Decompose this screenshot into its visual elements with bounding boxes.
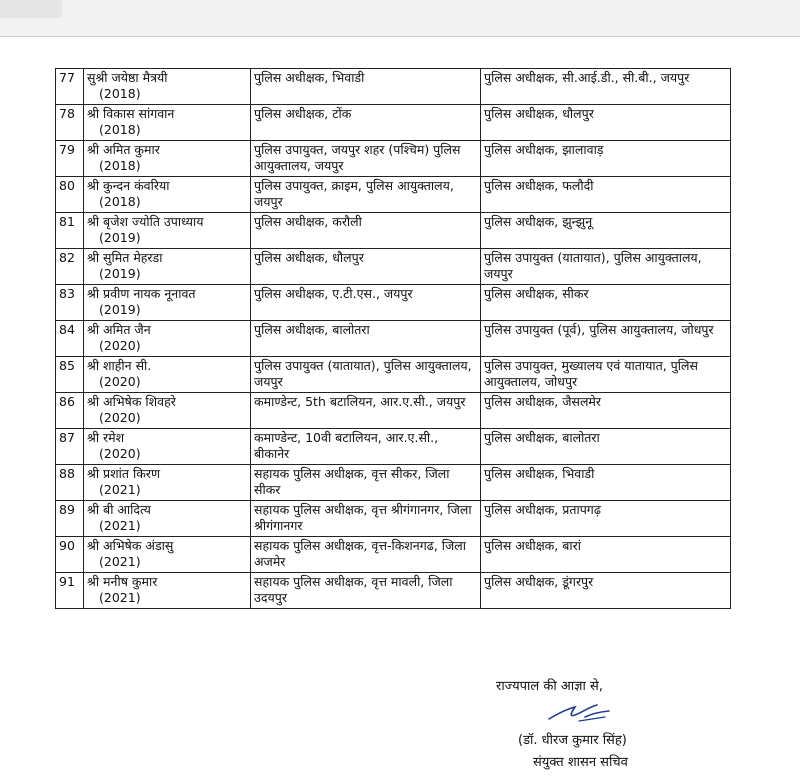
officer-name: श्री शाहीन सी. [87, 358, 152, 373]
new-posting-cell: पुलिस अधीक्षक, झालावाड़ [481, 141, 731, 177]
batch-year: (2018) [99, 158, 141, 173]
table-row [56, 177, 731, 213]
officer-name: श्री अमित कुमार [87, 142, 160, 157]
top-tab [0, 0, 62, 18]
officer-cell [84, 249, 251, 285]
serial-number-cell: 85 [56, 357, 84, 393]
current-posting-cell: सहायक पुलिस अधीक्षक, वृत्त-किशनगढ, जिला अजमेर [251, 537, 481, 573]
officer-name: श्री प्रवीण नायक नूनावत [87, 286, 196, 301]
new-posting-cell: पुलिस उपायुक्त, मुख्यालय एवं यातायात, पुलिस आयुक्तालय, जोधपुर [481, 357, 731, 393]
officer-cell [84, 105, 251, 141]
batch-year: (2020) [99, 374, 141, 389]
officer-cell [84, 69, 251, 105]
officer-cell [84, 357, 251, 393]
new-posting-cell: पुलिस उपायुक्त (पूर्व), पुलिस आयुक्तालय, जोधपुर [481, 321, 731, 357]
table-row [56, 105, 731, 141]
officer-name: श्री बी आदित्य [87, 502, 151, 517]
table-row [56, 69, 731, 105]
officer-cell [84, 465, 251, 501]
officer-cell [84, 573, 251, 609]
current-posting-cell: पुलिस उपायुक्त (यातायात), पुलिस आयुक्तालय, जयपुर [251, 357, 481, 393]
current-posting-cell: पुलिस अधीक्षक, टोंक [251, 105, 481, 141]
serial-number-cell: 87 [56, 429, 84, 465]
new-posting-cell: पुलिस अधीक्षक, प्रतापगढ़ [481, 501, 731, 537]
batch-year: (2019) [99, 302, 141, 317]
new-posting-cell: पुलिस अधीक्षक, भिवाडी [481, 465, 731, 501]
officer-name: श्री प्रशांत किरण [87, 466, 160, 481]
officer-cell [84, 321, 251, 357]
batch-year: (2018) [99, 194, 141, 209]
table-row [56, 141, 731, 177]
batch-year: (2021) [99, 590, 141, 605]
serial-number-cell: 80 [56, 177, 84, 213]
serial-number-cell: 79 [56, 141, 84, 177]
table-row [56, 573, 731, 609]
current-posting-cell: कमाण्डेन्ट, 10वी बटालियन, आर.ए.सी., बीकानेर [251, 429, 481, 465]
table-row [56, 249, 731, 285]
batch-year: (2020) [99, 410, 141, 425]
table-row [56, 393, 731, 429]
officer-name: श्री कुन्दन कंवरिया [87, 178, 170, 193]
batch-year: (2021) [99, 554, 141, 569]
table-row [56, 285, 731, 321]
batch-year: (2019) [99, 266, 141, 281]
order-line: राज्यपाल की आज्ञा से, [496, 679, 603, 694]
officer-cell [84, 501, 251, 537]
officer-name: श्री मनीष कुमार [87, 574, 158, 589]
new-posting-cell: पुलिस अधीक्षक, जैसलमेर [481, 393, 731, 429]
officer-name: सुश्री जयेष्ठा मैत्रयी [87, 70, 168, 85]
table-row [56, 465, 731, 501]
batch-year: (2018) [99, 122, 141, 137]
top-toolbar-strip [0, 0, 800, 37]
current-posting-cell: पुलिस अधीक्षक, भिवाडी [251, 69, 481, 105]
batch-year: (2021) [99, 518, 141, 533]
signature [545, 697, 615, 727]
table-row [56, 321, 731, 357]
officer-cell [84, 141, 251, 177]
serial-number-cell: 89 [56, 501, 84, 537]
new-posting-cell: पुलिस अधीक्षक, बालोतरा [481, 429, 731, 465]
officer-name: श्री अभिषेक शिवहरे [87, 394, 176, 409]
officer-cell [84, 429, 251, 465]
current-posting-cell: कमाण्डेन्ट, 5th बटालियन, आर.ए.सी., जयपुर [251, 393, 481, 429]
officer-cell [84, 285, 251, 321]
officer-name: श्री बृजेश ज्योति उपाध्याय [87, 214, 204, 229]
table-row [56, 429, 731, 465]
serial-number-cell: 83 [56, 285, 84, 321]
new-posting-cell: पुलिस अधीक्षक, झुन्झुनू [481, 213, 731, 249]
officer-name: श्री विकास सांगवान [87, 106, 175, 121]
batch-year: (2020) [99, 446, 141, 461]
current-posting-cell: सहायक पुलिस अधीक्षक, वृत्त मावली, जिला उदयपुर [251, 573, 481, 609]
officer-cell [84, 393, 251, 429]
batch-year: (2021) [99, 482, 141, 497]
current-posting-cell: पुलिस उपायुक्त, क्राइम, पुलिस आयुक्तालय, जयपुर [251, 177, 481, 213]
officer-name: श्री अभिषेक अंडासु [87, 538, 174, 553]
officer-name: श्री सुमित मेहरडा [87, 250, 163, 265]
current-posting-cell: पुलिस उपायुक्त, जयपुर शहर (पश्चिम) पुलिस आयुक्तालय, जयपुर [251, 141, 481, 177]
batch-year: (2018) [99, 86, 141, 101]
officer-name: श्री अमित जैन [87, 322, 151, 337]
table-row [56, 357, 731, 393]
signer-designation: संयुक्त शासन सचिव [533, 755, 628, 770]
new-posting-cell: पुलिस अधीक्षक, सीकर [481, 285, 731, 321]
table-row [56, 537, 731, 573]
new-posting-cell: पुलिस अधीक्षक, फलौदी [481, 177, 731, 213]
table-row [56, 213, 731, 249]
new-posting-cell: पुलिस अधीक्षक, धौलपुर [481, 105, 731, 141]
serial-number-cell: 90 [56, 537, 84, 573]
current-posting-cell: पुलिस अधीक्षक, धौलपुर [251, 249, 481, 285]
officer-cell [84, 537, 251, 573]
serial-number-cell: 84 [56, 321, 84, 357]
signer-name: (डॉ. धीरज कुमार सिंह) [518, 733, 627, 748]
serial-number-cell: 86 [56, 393, 84, 429]
current-posting-cell: पुलिस अधीक्षक, करौली [251, 213, 481, 249]
new-posting-cell: पुलिस अधीक्षक, बारां [481, 537, 731, 573]
batch-year: (2019) [99, 230, 141, 245]
transfer-table [55, 68, 731, 609]
officer-name: श्री रमेश [87, 430, 125, 445]
new-posting-cell: पुलिस उपायुक्त (यातायात), पुलिस आयुक्तालय, जयपुर [481, 249, 731, 285]
serial-number-cell: 78 [56, 105, 84, 141]
officer-cell [84, 213, 251, 249]
current-posting-cell: पुलिस अधीक्षक, बालोतरा [251, 321, 481, 357]
serial-number-cell: 81 [56, 213, 84, 249]
serial-number-cell: 91 [56, 573, 84, 609]
batch-year: (2020) [99, 338, 141, 353]
new-posting-cell: पुलिस अधीक्षक, सी.आई.डी., सी.बी., जयपुर [481, 69, 731, 105]
current-posting-cell: पुलिस अधीक्षक, ए.टी.एस., जयपुर [251, 285, 481, 321]
current-posting-cell: सहायक पुलिस अधीक्षक, वृत्त श्रीगंगानगर, जिला श्रीगंगानगर [251, 501, 481, 537]
new-posting-cell: पुलिस अधीक्षक, डूंगरपुर [481, 573, 731, 609]
current-posting-cell: सहायक पुलिस अधीक्षक, वृत्त सीकर, जिला सीकर [251, 465, 481, 501]
serial-number-cell: 82 [56, 249, 84, 285]
serial-number-cell: 88 [56, 465, 84, 501]
table-row [56, 501, 731, 537]
serial-number-cell: 77 [56, 69, 84, 105]
officer-cell [84, 177, 251, 213]
